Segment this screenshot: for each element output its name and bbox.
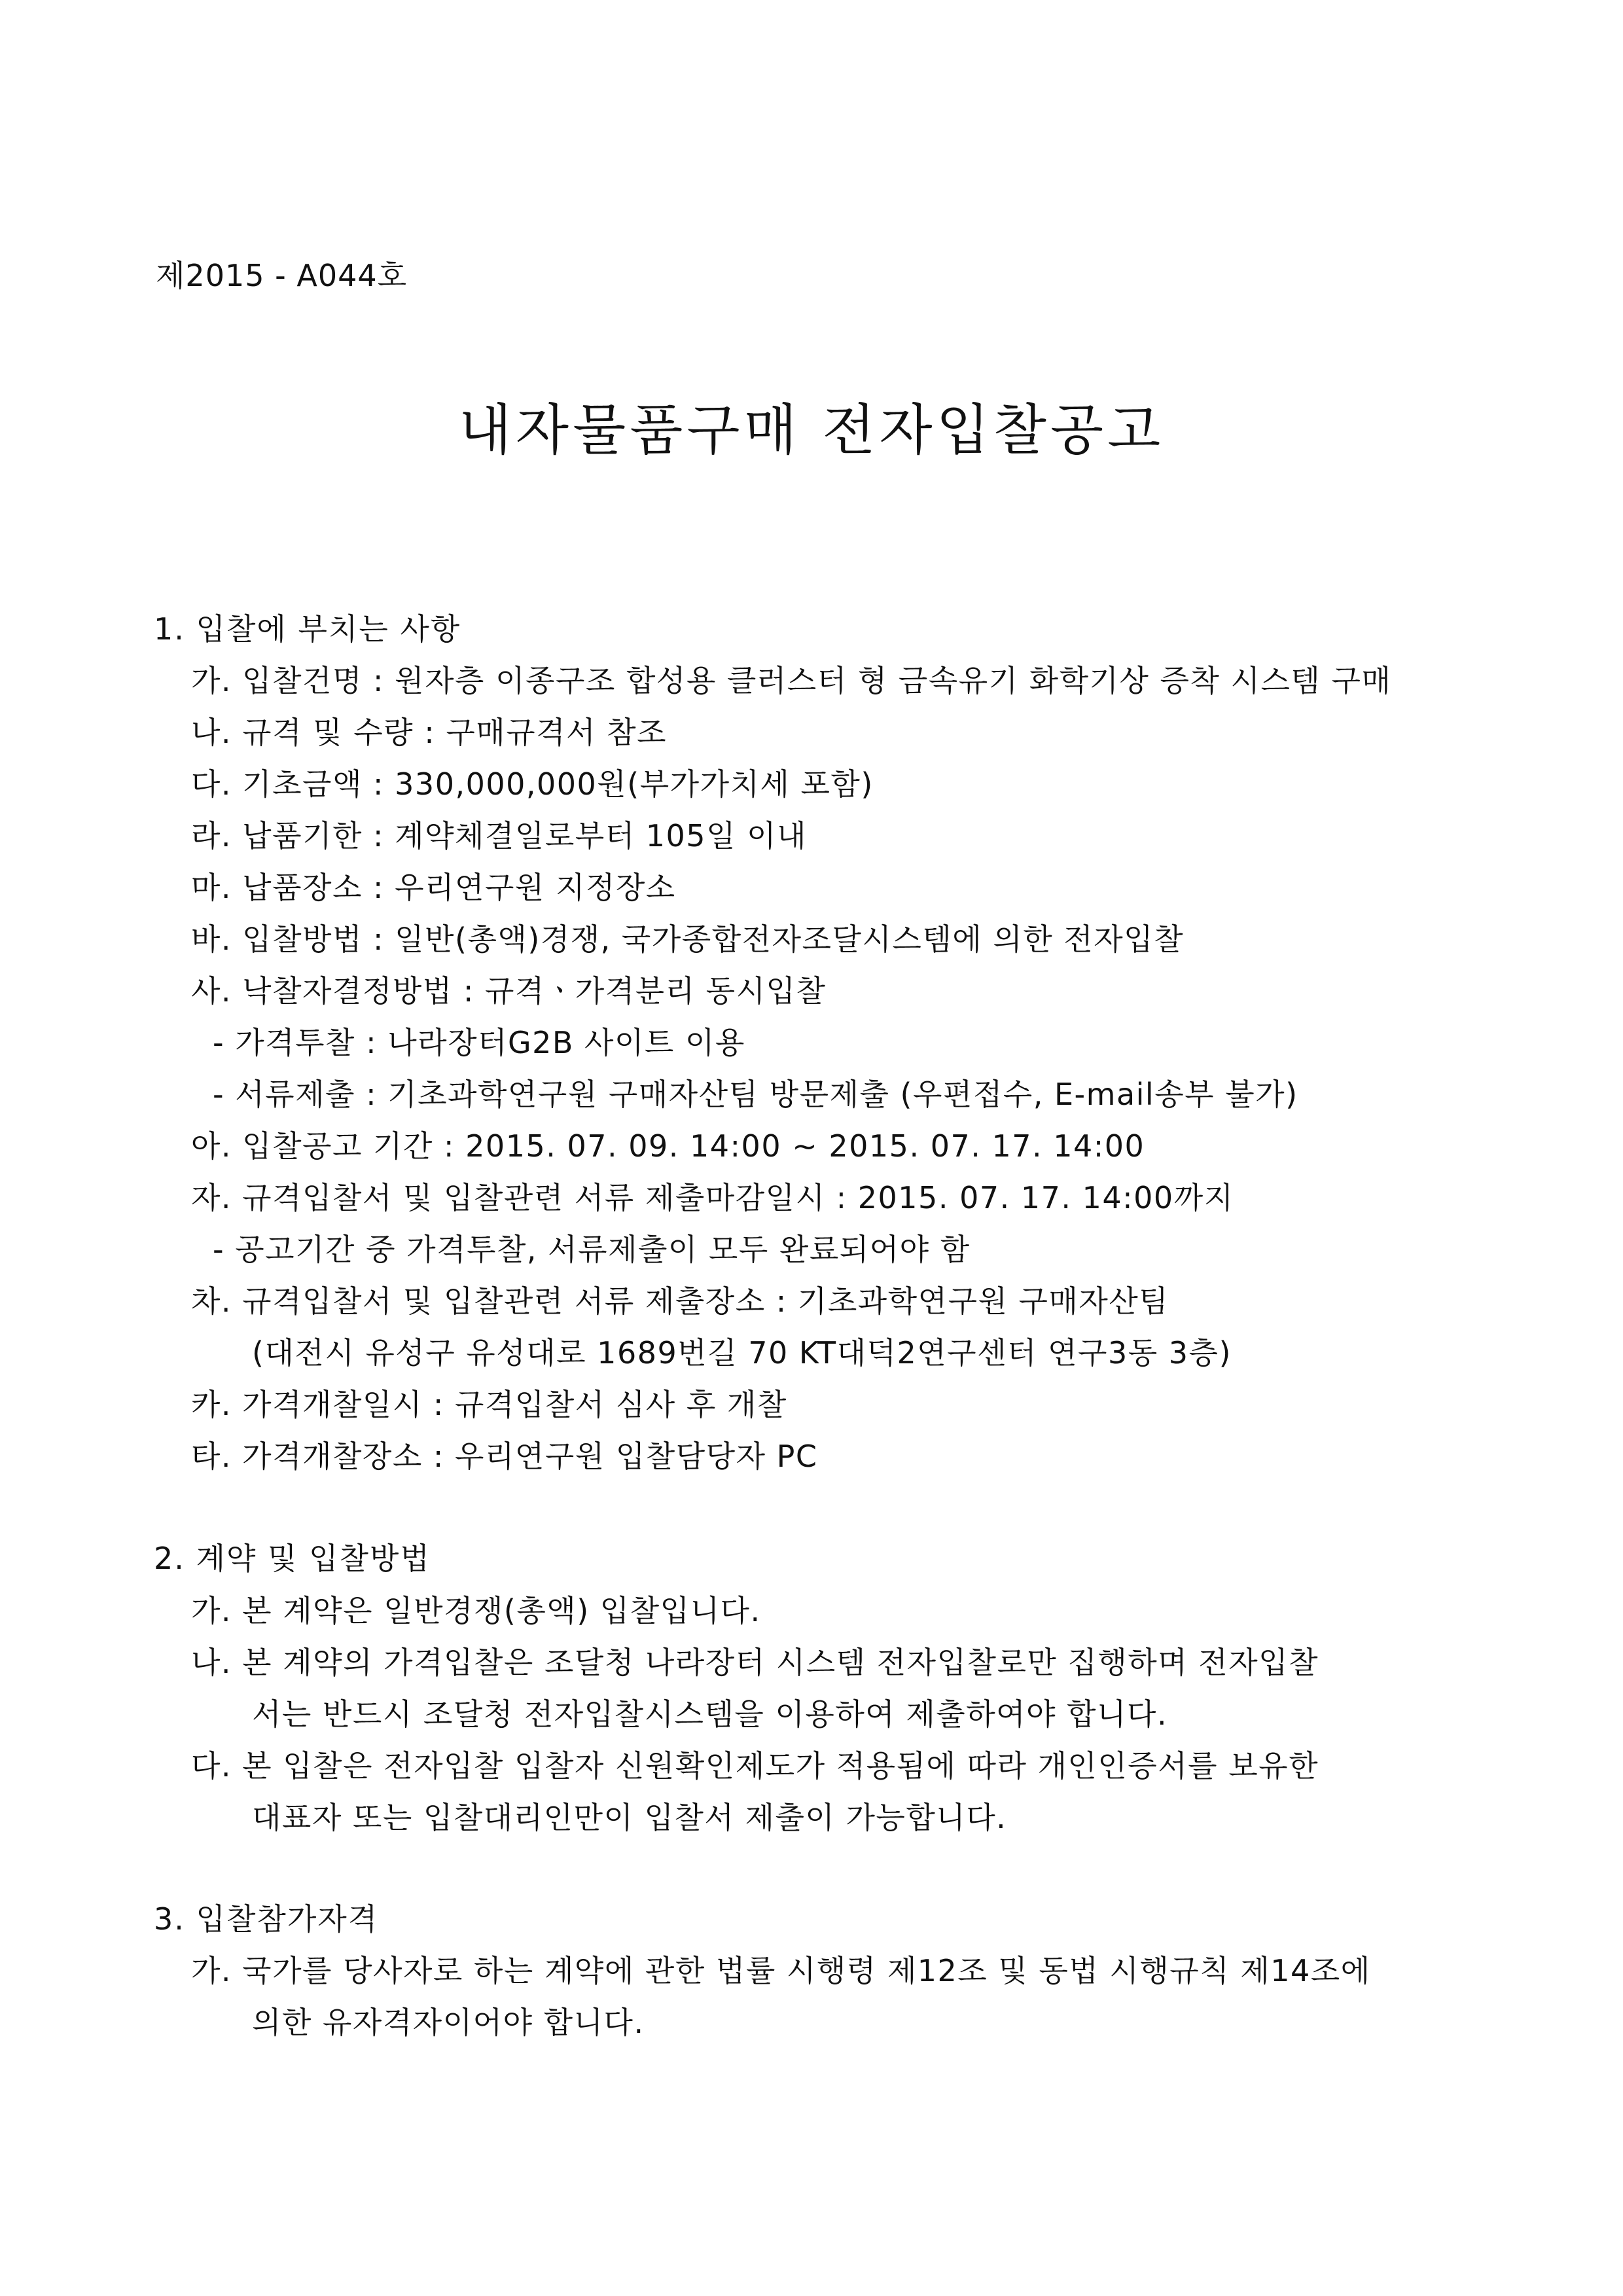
document-title: 내자물품구매 전자입찰공고 — [458, 398, 1165, 462]
item-award-method: 사. 낙찰자결정방법 : 규격ㆍ가격분리 동시입찰 — [191, 973, 827, 1009]
section2-heading: 2. 계약 및 입찰방법 — [154, 1541, 431, 1576]
item-submission-place: 차. 규격입찰서 및 입찰관련 서류 제출장소 : 기초과학연구원 구매자산팀 — [191, 1283, 1169, 1319]
item-spec-quantity: 나. 규격 및 수량 : 구매규격서 참조 — [191, 715, 668, 750]
item-delivery-deadline: 라. 납품기한 : 계약체결일로부터 105일 이내 — [191, 818, 808, 853]
section3-item-qualification-cont: 의한 유자격자이어야 합니다. — [252, 2005, 645, 2040]
item-bid-method: 바. 입찰방법 : 일반(총액)경쟁, 국가종합전자조달시스템에 의한 전자입찰 — [191, 922, 1185, 957]
item-base-amount: 다. 기초금액 : 330,000,000원(부가가치세 포함) — [191, 766, 874, 802]
document-number: 제2015 - A044호 — [156, 258, 408, 293]
section2-item-electronic-cont: 서는 반드시 조달청 전자입찰시스템을 이용하여 제출하여야 합니다. — [252, 1696, 1168, 1732]
sub-item-price-bid: - 가격투찰 : 나라장터G2B 사이트 이용 — [213, 1025, 745, 1060]
section2-item-identity: 다. 본 입찰은 전자입찰 입찰자 신원확인제도가 적용됨에 따라 개인인증서를 보유한 — [191, 1748, 1319, 1784]
section2-item-general: 가. 본 계약은 일반경쟁(총액) 입찰입니다. — [191, 1593, 761, 1628]
item-notice-period: 아. 입찰공고 기간 : 2015. 07. 09. 14:00 ~ 2015. 07. 17. 14:00 — [191, 1128, 1145, 1164]
item-bid-name: 가. 입찰건명 : 원자층 이종구조 합성용 클러스터 형 금속유기 화학기상 증착 시스템 구매 — [191, 663, 1392, 698]
item-delivery-place: 마. 납품장소 : 우리연구원 지정장소 — [191, 870, 676, 905]
sub-item-completion-note: - 공고기간 중 가격투찰, 서류제출이 모두 완료되어야 함 — [213, 1232, 971, 1267]
section1-heading: 1. 입찰에 부치는 사항 — [154, 611, 461, 647]
section2-item-electronic: 나. 본 계약의 가격입찰은 조달청 나라장터 시스템 전자입찰로만 집행하며 전자입찰 — [191, 1645, 1319, 1680]
section2-item-identity-cont: 대표자 또는 입찰대리인만이 입찰서 제출이 가능합니다. — [252, 1800, 1007, 1835]
item-opening-place: 타. 가격개찰장소 : 우리연구원 입찰담당자 PC — [191, 1439, 818, 1474]
item-opening-date: 카. 가격개찰일시 : 규격입찰서 심사 후 개찰 — [191, 1387, 787, 1422]
item-submission-address: (대전시 유성구 유성대로 1689번길 70 KT대덕2연구센터 연구3동 3층) — [252, 1335, 1232, 1371]
section3-item-qualification: 가. 국가를 당사자로 하는 계약에 관한 법률 시행령 제12조 및 동법 시행규칙 제14조에 — [191, 1953, 1371, 1988]
sub-item-document-submission: - 서류제출 : 기초과학연구원 구매자산팀 방문제출 (우편접수, E-mail송부 불가) — [213, 1077, 1298, 1112]
item-submission-deadline: 자. 규격입찰서 및 입찰관련 서류 제출마감일시 : 2015. 07. 17. 14:00까지 — [191, 1180, 1234, 1215]
section3-heading: 3. 입찰참가자격 — [154, 1901, 379, 1937]
